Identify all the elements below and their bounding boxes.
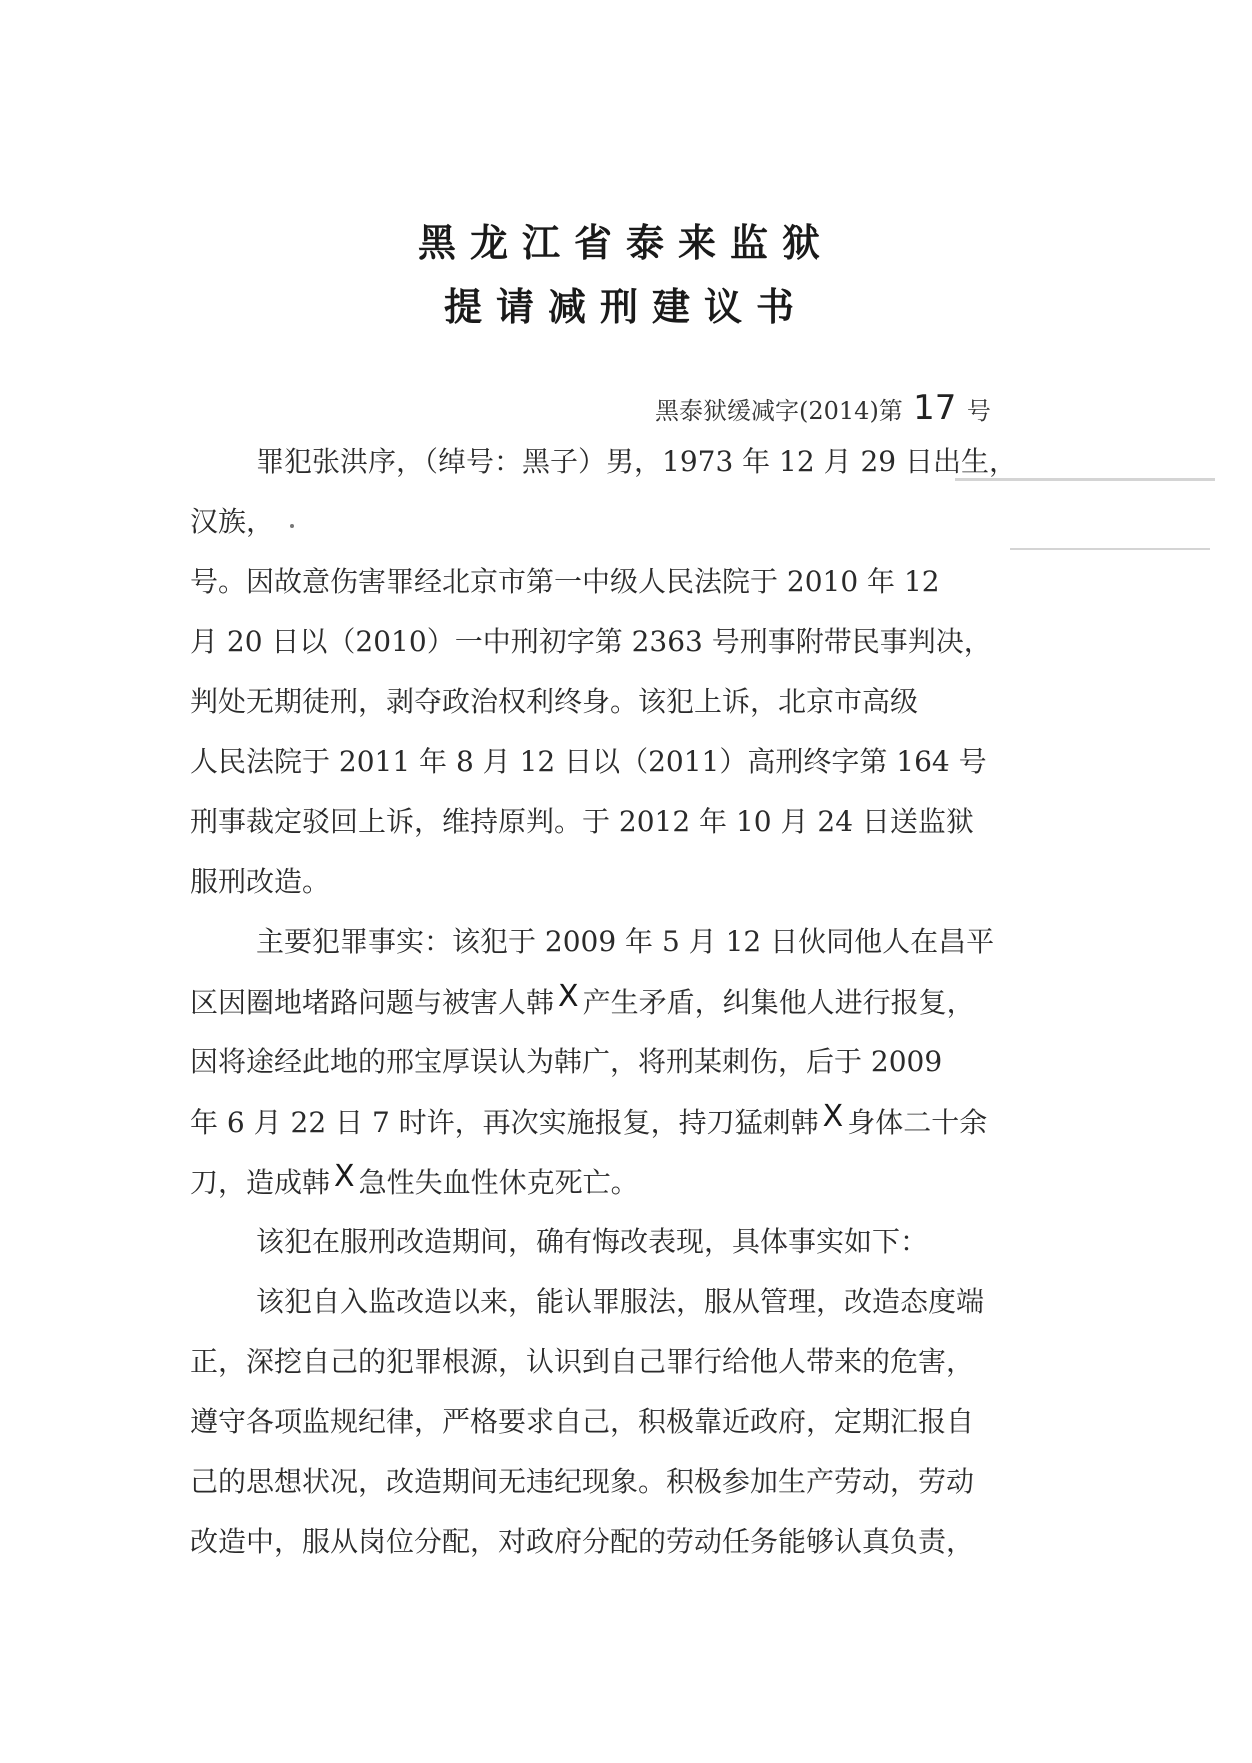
scan-streak bbox=[955, 478, 1215, 481]
document-title-proposal: 提请减刑建议书 bbox=[443, 285, 808, 329]
paragraph-line bbox=[190, 979, 975, 1019]
paragraph-line: 该犯自入监改造以来，能认罪服法，服从管理，改造态度端 bbox=[256, 1285, 985, 1318]
handwritten-redaction-mark: X bbox=[334, 1159, 355, 1194]
paragraph-line: 正，深挖自己的犯罪根源，认识到自己罪行给他人带来的危害， bbox=[190, 1345, 975, 1378]
paragraph-line: 因将途经此地的邢宝厚误认为韩广，将刑某刺伤，后于 2009 bbox=[190, 1045, 943, 1078]
line-segment: 年 6 月 22 日 7 时许，再次实施报复，持刀猛刺韩 bbox=[190, 1106, 819, 1139]
paragraph-line: 服刑改造。 bbox=[190, 865, 331, 898]
paragraph-line: 主要犯罪事实：该犯于 2009 年 5 月 12 日伙同他人在昌平 bbox=[256, 925, 995, 958]
paragraph-line: 该犯在服刑改造期间，确有悔改表现，具体事实如下： bbox=[256, 1225, 929, 1258]
paragraph-line: 己的思想状况，改造期间无违纪现象。积极参加生产劳动，劳动 bbox=[190, 1465, 975, 1498]
paragraph-line: 月 20 日以（2010）一中刑初字第 2363 号刑事附带民事判决， bbox=[190, 625, 992, 658]
paragraph-line bbox=[190, 1099, 988, 1139]
line-segment: 身体二十余 bbox=[847, 1106, 988, 1139]
line-segment: 刀，造成韩 bbox=[190, 1166, 331, 1199]
scan-speck bbox=[290, 524, 294, 528]
line-segment: 产生矛盾，纠集他人进行报复， bbox=[582, 986, 975, 1019]
handwritten-redaction-mark: X bbox=[558, 979, 579, 1014]
document-number-handwritten: 17 bbox=[913, 388, 957, 428]
document-number-prefix: 黑泰狱缓减字(2014)第 bbox=[655, 397, 903, 425]
scan-streak bbox=[1010, 548, 1210, 550]
paragraph-line: 判处无期徒刑，剥夺政治权利终身。该犯上诉，北京市高级 bbox=[190, 685, 919, 718]
paragraph-line: 刑事裁定驳回上诉，维持原判。于 2012 年 10 月 24 日送监狱 bbox=[190, 805, 974, 838]
paragraph-line: 改造中，服从岗位分配，对政府分配的劳动任务能够认真负责， bbox=[190, 1525, 975, 1558]
paragraph-line: 遵守各项监规纪律，严格要求自己，积极靠近政府，定期汇报自 bbox=[190, 1405, 975, 1438]
paragraph-line bbox=[190, 1159, 639, 1199]
line-segment: 区因圈地堵路问题与被害人韩 bbox=[190, 986, 555, 1019]
paragraph-line: 汉族， bbox=[190, 505, 275, 538]
document-title-prison: 黑龙江省泰来监狱 bbox=[417, 221, 834, 265]
paragraph-line: 人民法院于 2011 年 8 月 12 日以（2011）高刑终字第 164 号 bbox=[190, 745, 987, 778]
handwritten-redaction-mark: X bbox=[822, 1099, 844, 1134]
document-number bbox=[655, 388, 991, 428]
paragraph-line: 号。因故意伤害罪经北京市第一中级人民法院于 2010 年 12 bbox=[190, 565, 940, 598]
paragraph-line: 罪犯张洪序，（绰号：黑子）男，1973 年 12 月 29 日出生， bbox=[256, 445, 1018, 478]
document-number-suffix: 号 bbox=[966, 397, 991, 425]
line-segment: 急性失血性休克死亡。 bbox=[358, 1166, 639, 1199]
